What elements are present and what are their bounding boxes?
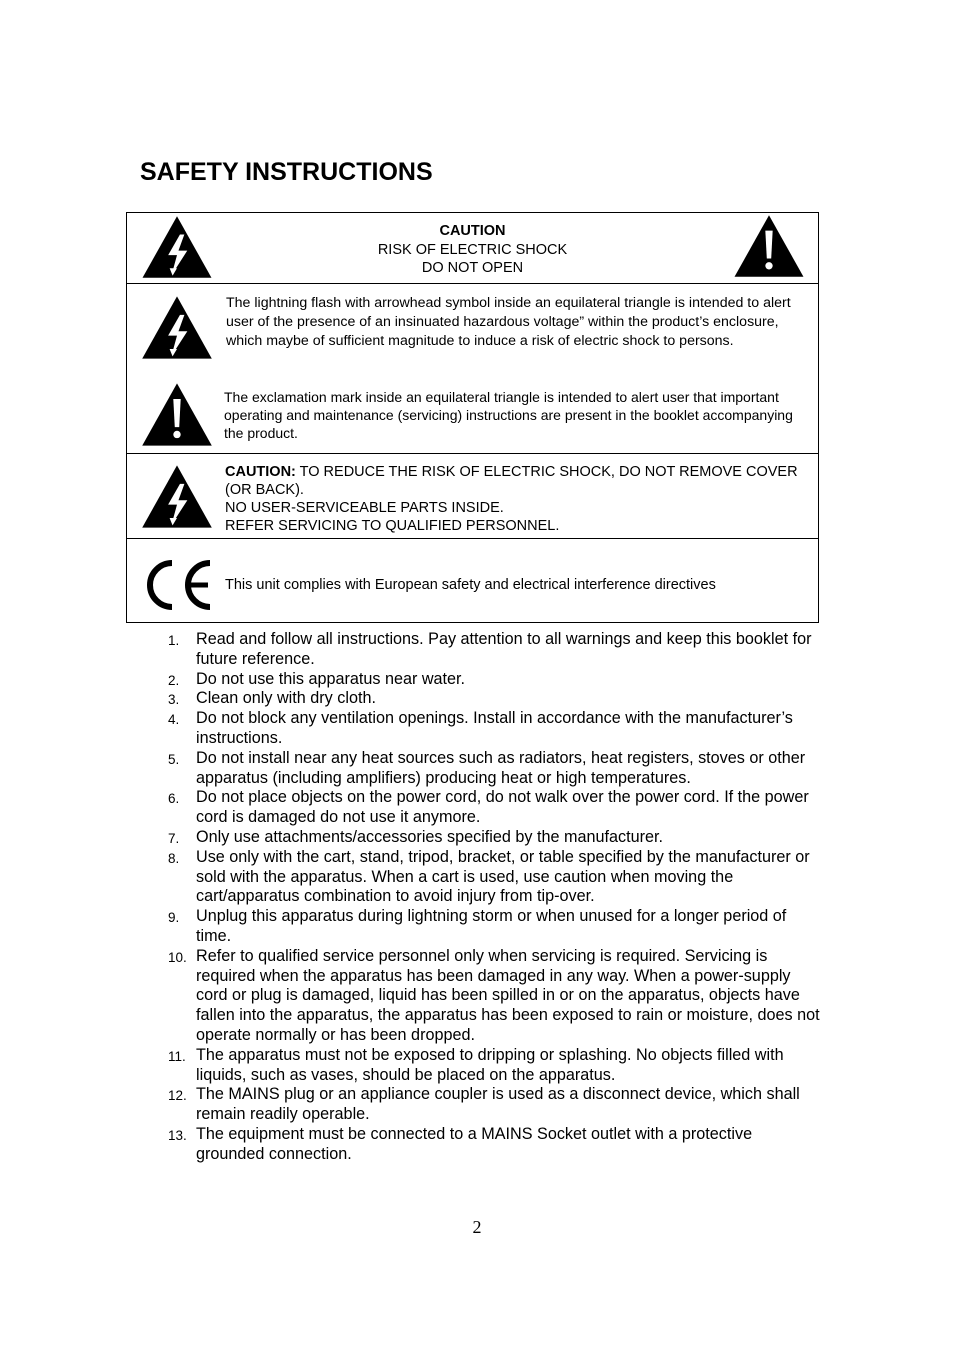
safety-symbols-box: [126, 212, 819, 623]
exclamation-warning-icon: [732, 213, 806, 279]
lightning-symbol-explanation: The lightning flash with arrowhead symbol inside an equilateral triangle is intended to alert user of the presence of an insinuated hazardous voltage” within the product’s enclosure, which maybe of sufficient magnitude to induce a risk of electric shock to persons.: [226, 295, 791, 350]
list-item: 12. The MAINS plug or an appliance coupler is used as a disconnect device, which shall remain readily operable.: [168, 1085, 800, 1124]
exclamation-symbol-explanation: The exclamation mark inside an equilateral triangle is intended to alert user that important operating and maintenance (servicing) instructions are present in the booklet accompanying the product.: [224, 389, 793, 441]
caution-line-2: DO NOT OPEN: [421, 260, 524, 276]
cover-warning-text: [225, 463, 805, 535]
instruction-list: [140, 630, 820, 1165]
cover-warning-line-1: TO REDUCE THE RISK OF ELECTRIC SHOCK, DO NOT REMOVE COVER (OR BACK).: [225, 464, 798, 498]
ce-mark-icon: [138, 557, 214, 613]
list-item: 11. The apparatus must not be exposed to dripping or splashing. No objects filled with liquids, such as vases, should be placed on the apparatus.: [168, 1045, 784, 1084]
lightning-warning-icon: [140, 463, 214, 530]
page-title: SAFETY INSTRUCTIONS: [140, 158, 433, 186]
lightning-warning-icon: [140, 294, 214, 361]
list-item: 7. Only use attachments/accessories specified by the manufacturer.: [168, 827, 663, 846]
list-item: 13. The equipment must be connected to a MAINS Socket outlet with a protective grounded connection.: [168, 1124, 753, 1163]
list-item: 4. Do not block any ventilation openings. Install in accordance with the manufacturer’s instructions.: [168, 709, 793, 747]
list-item: 9. Unplug this apparatus during lightning storm or when unused for a longer period of time.: [168, 907, 787, 945]
exclamation-warning-icon: [140, 381, 214, 448]
list-item: 8. Use only with the cart, stand, tripod, bracket, or table specified by the manufacturer or sold with the apparatus. When a cart is used, use caution when moving the cart/apparatus combination to avoid injury from tip-over.: [168, 847, 810, 906]
list-item: 2. Do not use this apparatus near water.: [168, 669, 466, 688]
caution-line-1: RISK OF ELECTRIC SHOCK: [377, 241, 568, 258]
list-item: 6. Do not place objects on the power cord, do not walk over the power cord. If the power cord is damaged do not use it anymore.: [168, 788, 809, 827]
list-item: 1. Read and follow all instructions. Pay attention to all warnings and keep this booklet for future reference.: [168, 630, 812, 668]
list-item: 10. Refer to qualified service personnel only when servicing is required. Servicing is required when the apparatus has been damaged in any way. When a power-supply cord or plug is damaged, liquid has been spilled in or on the apparatus, objects have fallen into the apparatus, the apparatus has been exposed to rain or moisture, does not operate normally or has been dropped.: [168, 946, 820, 1044]
cover-warning-label: CAUTION:: [225, 464, 296, 480]
page-number: 2: [472, 1217, 482, 1237]
list-item: 5. Do not install near any heat sources such as radiators, heat registers, stoves or other apparatus (including amplifiers) producing heat or high temperatures.: [168, 748, 806, 787]
symbol-explanations-row: [127, 283, 818, 453]
ce-compliance-row: [127, 538, 818, 623]
cover-warning-line-3: REFER SERVICING TO QUALIFIED PERSONNEL.: [225, 518, 560, 534]
list-item: 3. Clean only with dry cloth.: [168, 689, 376, 708]
lightning-warning-icon: [140, 214, 214, 280]
caution-heading: CAUTION: [439, 223, 506, 239]
caution-header: [227, 222, 718, 278]
cover-warning-row: [127, 453, 818, 538]
ce-compliance-text: This unit complies with European safety and electrical interference directives: [225, 577, 716, 593]
caution-header-row: [127, 213, 818, 283]
cover-warning-line-2: NO USER-SERVICEABLE PARTS INSIDE.: [225, 500, 504, 516]
